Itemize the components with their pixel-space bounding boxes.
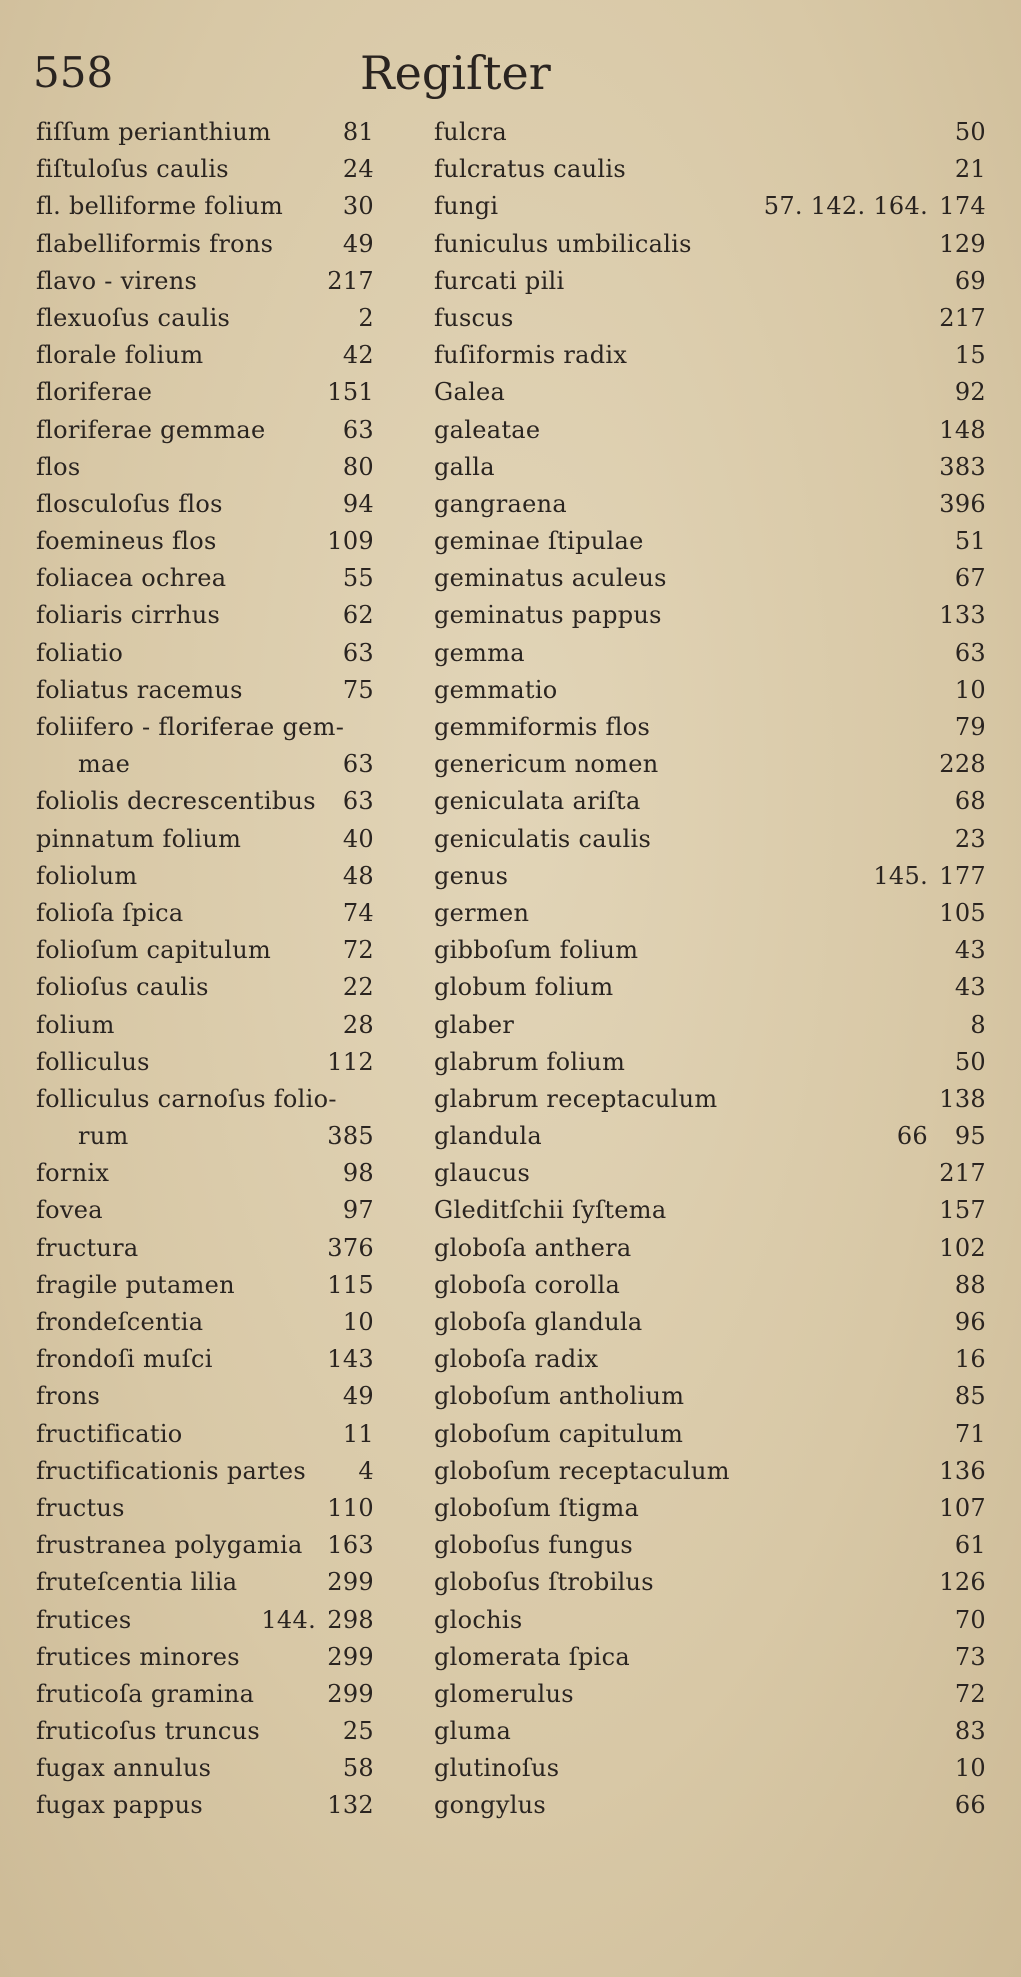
index-entry xyxy=(434,635,986,672)
index-page-number: 298 xyxy=(327,1605,374,1634)
index-entry xyxy=(434,672,986,709)
index-entry xyxy=(36,672,374,709)
index-term: fuſiformis radix xyxy=(434,341,628,370)
index-entry xyxy=(36,1007,374,1044)
index-entry xyxy=(36,374,374,411)
index-page-number: 383 xyxy=(939,452,986,481)
index-page-number: 94 xyxy=(342,489,374,518)
index-entry xyxy=(434,1602,986,1639)
index-entry xyxy=(434,709,986,746)
index-term: glandula xyxy=(434,1122,543,1151)
index-term: foliatus racemus xyxy=(36,675,243,704)
index-term: folliculus xyxy=(36,1047,150,1076)
index-entry xyxy=(434,412,986,449)
index-term: glochis xyxy=(434,1605,523,1634)
index-term: fornix xyxy=(36,1159,110,1188)
index-term: frutices minores xyxy=(36,1642,240,1671)
index-page-number: 50 xyxy=(954,1047,986,1076)
index-page-number: 66 xyxy=(954,1791,986,1820)
index-term: foliolis decrescentibus xyxy=(36,787,316,816)
index-term: fruticoſa gramina xyxy=(36,1679,255,1708)
index-page-number: 109 xyxy=(327,527,374,556)
index-page-number: 62 xyxy=(342,601,374,630)
index-page-number: 63 xyxy=(954,638,986,667)
index-entry xyxy=(434,226,986,263)
index-term: geminae ſtipulae xyxy=(434,527,644,556)
index-term: gemmatio xyxy=(434,675,558,704)
index-entry xyxy=(36,597,374,634)
index-page-number: 75 xyxy=(342,675,374,704)
index-entry xyxy=(434,486,986,523)
index-term: fugax pappus xyxy=(36,1791,203,1820)
index-term: globoſus fungus xyxy=(434,1531,634,1560)
index-term: foliifero - floriferae gem- xyxy=(36,713,345,741)
index-page-number: 299 xyxy=(327,1568,374,1597)
index-entry xyxy=(36,486,374,523)
index-page-number: 69 xyxy=(954,266,986,295)
index-page-number: 105 xyxy=(939,898,986,927)
page-title: Regiſter xyxy=(360,46,551,100)
index-page-number: 217 xyxy=(939,1159,986,1188)
index-page-number: 92 xyxy=(954,378,986,407)
index-entry xyxy=(36,1564,374,1601)
index-entry xyxy=(434,1081,986,1118)
index-term: rum xyxy=(78,1122,129,1151)
index-page-number: 49 xyxy=(342,1382,374,1411)
index-term: globoſum ſtigma xyxy=(434,1493,640,1522)
index-term: frustranea polygamia xyxy=(36,1531,303,1560)
index-entry xyxy=(434,1118,986,1155)
index-term: glabrum receptaculum xyxy=(434,1084,718,1113)
index-entry xyxy=(434,783,986,820)
index-term: fugax annulus xyxy=(36,1754,212,1783)
index-term: fiſſum perianthium xyxy=(36,118,272,146)
index-term: foemineus flos xyxy=(36,527,217,556)
index-page-number: 4 xyxy=(358,1456,374,1485)
index-page-number: 28 xyxy=(342,1010,374,1039)
index-entry xyxy=(36,635,374,672)
index-term: funiculus umbilicalis xyxy=(434,229,692,258)
index-term: geniculata ariſta xyxy=(434,787,641,816)
index-term: frons xyxy=(36,1382,101,1411)
index-term: germen xyxy=(434,898,530,927)
index-entry xyxy=(434,821,986,858)
index-term: fulcratus caulis xyxy=(434,155,626,184)
index-term: glutinoſus xyxy=(434,1754,560,1783)
index-page-number: 49 xyxy=(342,229,374,258)
index-term: fulcra xyxy=(434,118,508,146)
index-page-number: 58 xyxy=(342,1754,374,1783)
index-entry xyxy=(434,1564,986,1601)
index-entry xyxy=(36,1378,374,1415)
index-entry xyxy=(36,746,374,783)
index-term: globoſum antholium xyxy=(434,1382,685,1411)
index-entry xyxy=(36,188,374,225)
index-entry xyxy=(36,1081,374,1118)
index-extra-pages: 66 xyxy=(896,1122,928,1151)
index-term: glaucus xyxy=(434,1159,531,1188)
index-page-number: 138 xyxy=(939,1084,986,1113)
index-term: fruticoſus truncus xyxy=(36,1717,260,1746)
index-term: floriferae gemmae xyxy=(36,415,266,444)
index-entry xyxy=(36,1230,374,1267)
index-entry xyxy=(434,263,986,300)
index-entry xyxy=(36,1192,374,1229)
index-term: globoſus ſtrobilus xyxy=(434,1568,654,1597)
index-page-number: 72 xyxy=(954,1679,986,1708)
index-page-number: 61 xyxy=(954,1531,986,1560)
index-term: glaber xyxy=(434,1010,515,1039)
index-entry xyxy=(36,337,374,374)
index-page-number: 51 xyxy=(954,527,986,556)
index-page-number: 55 xyxy=(342,564,374,593)
index-entry xyxy=(36,1416,374,1453)
index-term: glomerata ſpica xyxy=(434,1642,630,1671)
index-page-number: 43 xyxy=(954,936,986,965)
index-page-number: 22 xyxy=(342,973,374,1002)
index-entry xyxy=(434,449,986,486)
index-page-number: 80 xyxy=(342,452,374,481)
index-term: globoſa anthera xyxy=(434,1233,632,1262)
index-entry xyxy=(36,300,374,337)
index-page-number: 112 xyxy=(327,1047,374,1076)
index-term: genericum nomen xyxy=(434,750,659,779)
index-page-number: 217 xyxy=(939,303,986,332)
index-term: gemmiformis flos xyxy=(434,713,651,741)
index-page-number: 79 xyxy=(954,713,986,741)
index-page-number: 8 xyxy=(970,1010,986,1039)
index-entry xyxy=(36,1639,374,1676)
index-page-number: 133 xyxy=(939,601,986,630)
index-term: geniculatis caulis xyxy=(434,824,652,853)
index-column-left xyxy=(36,114,374,1825)
index-term: globoſa radix xyxy=(434,1345,599,1374)
index-entry xyxy=(36,1453,374,1490)
index-page-number: 63 xyxy=(342,415,374,444)
index-entry xyxy=(36,932,374,969)
index-entry xyxy=(36,560,374,597)
index-page-number: 63 xyxy=(342,787,374,816)
index-page-number: 42 xyxy=(342,341,374,370)
index-page-number: 376 xyxy=(327,1233,374,1262)
index-entry xyxy=(434,1230,986,1267)
index-term: Galea xyxy=(434,378,506,407)
index-entry xyxy=(36,1155,374,1192)
index-term: foliaris cirrhus xyxy=(36,601,221,630)
index-page-number: 23 xyxy=(954,824,986,853)
index-term: fungi xyxy=(434,192,499,221)
index-page-number: 299 xyxy=(327,1679,374,1708)
index-term: fructificatio xyxy=(36,1419,183,1448)
index-entry xyxy=(434,858,986,895)
index-entry xyxy=(434,1044,986,1081)
index-entry xyxy=(434,151,986,188)
index-entry xyxy=(36,449,374,486)
index-entry xyxy=(434,1676,986,1713)
index-term: Gleditſchii ſyſtema xyxy=(434,1196,667,1225)
index-entry xyxy=(434,1304,986,1341)
index-term: globoſa corolla xyxy=(434,1270,621,1299)
index-page-number: 85 xyxy=(954,1382,986,1411)
index-term: folioſa ſpica xyxy=(36,898,184,927)
index-page-number: 70 xyxy=(954,1605,986,1634)
index-term: foliatio xyxy=(36,638,124,667)
index-entry xyxy=(434,1527,986,1564)
index-term: folioſus caulis xyxy=(36,973,209,1002)
index-entry xyxy=(434,1341,986,1378)
index-term: genus xyxy=(434,861,509,890)
index-entry xyxy=(36,1787,374,1824)
index-entry xyxy=(36,1118,374,1155)
index-term: globum folium xyxy=(434,973,614,1002)
index-page-number: 151 xyxy=(327,378,374,407)
index-entry xyxy=(36,821,374,858)
index-entry xyxy=(434,1750,986,1787)
index-page-number: 299 xyxy=(327,1642,374,1671)
index-term: folioſum capitulum xyxy=(36,936,272,965)
index-entry xyxy=(434,1713,986,1750)
index-entry xyxy=(36,1267,374,1304)
index-entry xyxy=(434,374,986,411)
index-entry xyxy=(36,1527,374,1564)
index-term: flavo - virens xyxy=(36,266,198,295)
index-entry xyxy=(36,895,374,932)
index-entry xyxy=(434,895,986,932)
index-page-number: 174 xyxy=(939,192,986,221)
index-page-number: 10 xyxy=(954,675,986,704)
index-page-number: 40 xyxy=(342,824,374,853)
index-extra-pages: 145. xyxy=(873,861,928,890)
index-term: fiſtuloſus caulis xyxy=(36,155,229,184)
index-entry xyxy=(36,523,374,560)
index-page-number: 132 xyxy=(327,1791,374,1820)
index-term: gluma xyxy=(434,1717,512,1746)
index-page-number: 102 xyxy=(939,1233,986,1262)
index-page-number: 143 xyxy=(327,1345,374,1374)
index-term: gibboſum folium xyxy=(434,936,639,965)
index-page-number: 98 xyxy=(342,1159,374,1188)
index-page-number: 63 xyxy=(342,638,374,667)
index-page-number: 95 xyxy=(954,1122,986,1151)
index-page-number: 126 xyxy=(939,1568,986,1597)
index-page-number: 110 xyxy=(327,1493,374,1522)
index-entry xyxy=(434,746,986,783)
index-term: geminatus pappus xyxy=(434,601,662,630)
index-page-number: 81 xyxy=(342,118,374,146)
index-page-number: 25 xyxy=(342,1717,374,1746)
index-entry xyxy=(36,1304,374,1341)
index-entry xyxy=(434,1787,986,1824)
index-term: frondeſcentia xyxy=(36,1308,204,1336)
index-page-number: 228 xyxy=(939,750,986,779)
index-page-number: 177 xyxy=(939,861,986,890)
index-page-number: 88 xyxy=(954,1270,986,1299)
index-entry xyxy=(434,114,986,151)
index-term: furcati pili xyxy=(434,266,565,295)
index-term: globoſum receptaculum xyxy=(434,1456,730,1485)
index-term: glomerulus xyxy=(434,1679,574,1708)
index-entry xyxy=(434,1416,986,1453)
index-page-number: 115 xyxy=(327,1270,374,1299)
index-term: gangraena xyxy=(434,489,567,518)
index-term: floriferae xyxy=(36,378,153,407)
index-page-number: 30 xyxy=(342,192,374,221)
index-term: fuscus xyxy=(434,303,514,332)
index-entry xyxy=(434,188,986,225)
index-entry xyxy=(434,1639,986,1676)
index-entry xyxy=(434,1453,986,1490)
index-entry xyxy=(434,1490,986,1527)
index-page-number: 68 xyxy=(954,787,986,816)
index-term: fruteſcentia lilia xyxy=(36,1568,238,1597)
index-page-number: 67 xyxy=(954,564,986,593)
index-page-number: 107 xyxy=(939,1493,986,1522)
index-entry xyxy=(434,300,986,337)
index-page-number: 10 xyxy=(342,1308,374,1336)
index-term: globoſa glandula xyxy=(434,1308,643,1336)
index-entry xyxy=(434,1267,986,1304)
index-entry xyxy=(36,1750,374,1787)
index-page-number: 217 xyxy=(327,266,374,295)
index-page-number: 148 xyxy=(939,415,986,444)
index-entry xyxy=(434,597,986,634)
index-term: fragile putamen xyxy=(36,1270,235,1299)
index-term: folium xyxy=(36,1010,115,1039)
index-page-number: 15 xyxy=(954,341,986,370)
index-term: globoſum capitulum xyxy=(434,1419,684,1448)
index-term: gongylus xyxy=(434,1791,547,1820)
index-entry xyxy=(36,709,374,746)
index-entry xyxy=(434,337,986,374)
index-term: folliculus carnoſus folio- xyxy=(36,1084,337,1113)
index-entry xyxy=(36,1044,374,1081)
index-term: fl. belliforme folium xyxy=(36,192,284,221)
index-column-right xyxy=(434,114,986,1825)
index-page-number: 43 xyxy=(954,973,986,1002)
index-term: foliacea ochrea xyxy=(36,564,227,593)
index-term: pinnatum folium xyxy=(36,824,242,853)
index-entry xyxy=(434,932,986,969)
index-page-number: 136 xyxy=(939,1456,986,1485)
index-term: florale folium xyxy=(36,341,204,370)
index-page-number: 48 xyxy=(342,861,374,890)
index-page-number: 72 xyxy=(342,936,374,965)
index-entry xyxy=(36,1341,374,1378)
index-extra-pages: 57. 142. 164. xyxy=(763,192,928,221)
page-number: 558 xyxy=(33,48,114,97)
index-entry xyxy=(36,1602,374,1639)
index-page-number: 74 xyxy=(342,898,374,927)
index-entry xyxy=(36,1713,374,1750)
index-term: frondoſi muſci xyxy=(36,1345,213,1374)
index-page-number: 2 xyxy=(358,303,374,332)
index-page-number: 71 xyxy=(954,1419,986,1448)
index-term: fovea xyxy=(36,1196,103,1225)
index-term: flos xyxy=(36,452,81,481)
index-page-number: 83 xyxy=(954,1717,986,1746)
index-page-number: 10 xyxy=(954,1754,986,1783)
index-entry xyxy=(434,1192,986,1229)
index-page-number: 385 xyxy=(327,1122,374,1151)
index-page-number: 396 xyxy=(939,489,986,518)
index-page-number: 157 xyxy=(939,1196,986,1225)
index-term: galla xyxy=(434,452,495,481)
index-entry xyxy=(36,114,374,151)
index-entry xyxy=(434,1378,986,1415)
index-page-number: 50 xyxy=(954,118,986,146)
index-term: fructificationis partes xyxy=(36,1456,306,1485)
index-entry xyxy=(36,969,374,1006)
index-entry xyxy=(434,523,986,560)
index-entry xyxy=(434,1155,986,1192)
index-entry xyxy=(36,226,374,263)
index-page-number: 24 xyxy=(342,155,374,184)
index-term: fructus xyxy=(36,1493,125,1522)
index-term: fructura xyxy=(36,1233,139,1262)
index-term: flexuoſus caulis xyxy=(36,303,231,332)
index-term: foliolum xyxy=(36,861,138,890)
index-entry xyxy=(434,1007,986,1044)
index-extra-pages: 144. xyxy=(261,1605,316,1634)
index-page-number: 73 xyxy=(954,1642,986,1671)
index-entry xyxy=(434,969,986,1006)
index-entry xyxy=(36,1676,374,1713)
index-term: geminatus aculeus xyxy=(434,564,667,593)
index-page-number: 96 xyxy=(954,1308,986,1336)
index-page-number: 11 xyxy=(342,1419,374,1448)
index-page-number: 129 xyxy=(939,229,986,258)
index-page-number: 63 xyxy=(342,750,374,779)
index-entry xyxy=(36,412,374,449)
index-term: flosculoſus flos xyxy=(36,489,223,518)
index-entry xyxy=(36,263,374,300)
index-term: galeatae xyxy=(434,415,541,444)
index-term: mae xyxy=(78,750,131,779)
index-term: glabrum folium xyxy=(434,1047,626,1076)
index-entry xyxy=(36,1490,374,1527)
index-page-number: 97 xyxy=(342,1196,374,1225)
index-entry xyxy=(36,783,374,820)
index-term: frutices xyxy=(36,1605,132,1634)
index-page-number: 21 xyxy=(954,155,986,184)
index-entry xyxy=(36,151,374,188)
index-entry xyxy=(36,858,374,895)
index-entry xyxy=(434,560,986,597)
index-term: gemma xyxy=(434,638,525,667)
index-page-number: 16 xyxy=(954,1345,986,1374)
index-term: flabelliformis frons xyxy=(36,229,274,258)
index-page-number: 163 xyxy=(327,1531,374,1560)
